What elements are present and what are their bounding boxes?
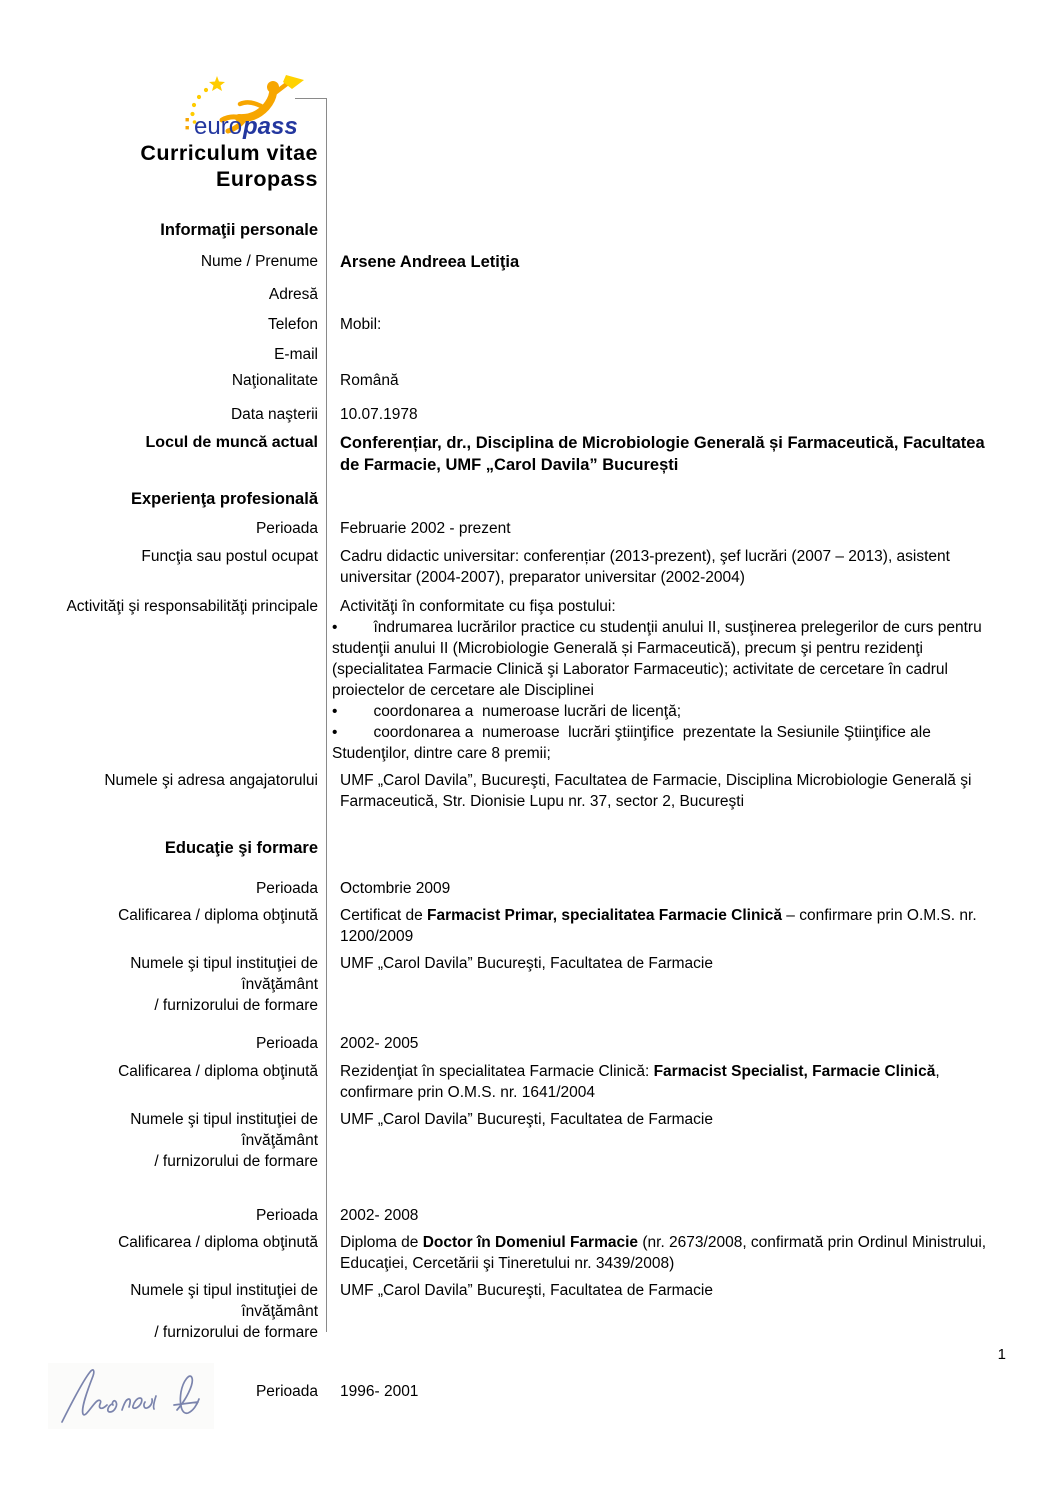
field-label: Activităţi şi responsabilităţi principale <box>66 598 318 615</box>
europass-logo <box>183 74 310 140</box>
cv-title-row <box>60 140 1005 192</box>
bullet-text: coordonarea a numeroase lucrări ştiinţifice prezentate la Sesiunile Ştiinţifice ale Studenţilor, dintre care 8 premii; <box>332 724 936 762</box>
cv-title-line1: Curriculum vitae <box>140 141 318 165</box>
field-label: Data naşterii <box>230 406 318 423</box>
row-calificarea-3 <box>60 1232 1005 1274</box>
field-value <box>326 1061 1005 1103</box>
field-label: Calificarea / diploma obţinută <box>118 1063 318 1080</box>
institutie-label-line1: Numele şi tipul instituţiei de învăţământ <box>130 1282 318 1320</box>
field-value: Conferențiar, dr., Disciplina de Microbiologie Generală și Farmaceutică, Facultatea de Farmacie, UMF „Carol Davila” București <box>340 434 985 474</box>
field-value: Arsene Andreea Letiţia <box>340 253 520 271</box>
field-value <box>326 905 1005 947</box>
field-value: UMF „Carol Davila”, Bucureşti, Facultatea de Farmacie, Disciplina Microbiologie Generală şi Farmaceutică, Str. Dionisie Lupu nr. 37, sector 2, Bucureşti <box>340 772 972 810</box>
logo-colon-dots-icon <box>186 118 189 129</box>
signature-image <box>46 1360 221 1438</box>
row-institutie-1 <box>60 953 1005 1016</box>
row-activitati <box>60 596 1005 764</box>
field-value: UMF „Carol Davila” Bucureşti, Facultatea de Farmacie <box>340 955 713 972</box>
row-angajator <box>60 770 1005 812</box>
field-label: Numele şi adresa angajatorului <box>104 772 318 789</box>
row-perioada-educatie-2 <box>60 1033 1005 1054</box>
field-value: UMF „Carol Davila” Bucureşti, Facultatea de Farmacie <box>340 1111 713 1128</box>
section-title: Experienţa profesională <box>130 490 318 508</box>
field-label: Calificarea / diploma obţinută <box>118 907 318 924</box>
calificare-prefix: Rezidenţiat în specialitatea Farmacie Clinică: <box>340 1063 654 1080</box>
field-value <box>326 1232 1005 1274</box>
calificare-prefix: Certificat de <box>340 907 428 924</box>
bullet-marker: • <box>332 703 338 720</box>
bullet-text: coordonarea a numeroase lucrări de licenţă; <box>373 703 682 720</box>
field-label: Naţionalitate <box>231 372 318 389</box>
logo-word-pass: pass <box>243 113 298 140</box>
field-value: 10.07.1978 <box>340 406 418 423</box>
cv-title <box>60 140 326 192</box>
row-locul-de-munca <box>60 432 1005 476</box>
row-telefon <box>60 314 1005 335</box>
field-label: Adresă <box>268 286 318 303</box>
cv-content <box>60 140 1005 1402</box>
field-label: E-mail <box>274 346 318 363</box>
institutie-label-line1: Numele şi tipul instituţiei de învăţământ <box>130 955 318 993</box>
page-number: 1 <box>997 1346 1006 1363</box>
field-value: UMF „Carol Davila” Bucureşti, Facultatea de Farmacie <box>340 1282 713 1299</box>
section-experienta-profesionala <box>60 488 1005 510</box>
calificare-bold: Farmacist Specialist, Farmacie Clinică <box>653 1063 936 1080</box>
row-nationalitate <box>60 370 1005 391</box>
divider-tick <box>295 98 327 99</box>
field-value: Februarie 2002 - prezent <box>340 520 511 537</box>
field-label: Telefon <box>268 316 318 333</box>
cv-title-line2: Europass <box>216 167 318 191</box>
europass-logo-graphic <box>183 74 310 140</box>
logo-wordmark <box>194 113 298 140</box>
logo-word-euro: euro <box>194 113 243 140</box>
row-perioada-experienta <box>60 518 1005 539</box>
field-value <box>326 596 1005 764</box>
institutie-label-line2: / furnizorului de formare <box>154 997 318 1014</box>
field-label <box>60 953 326 1016</box>
section-title: Educaţie şi formare <box>164 839 318 857</box>
field-value: 1996- 2001 <box>340 1383 419 1400</box>
row-institutie-3 <box>60 1280 1005 1343</box>
row-perioada-educatie-3 <box>60 1205 1005 1226</box>
field-value: Mobil: <box>340 316 382 333</box>
field-label: Nume / Prenume <box>200 253 318 270</box>
row-email <box>60 344 1005 365</box>
field-label: Locul de muncă actual <box>145 434 318 451</box>
field-label: Perioada <box>255 880 318 897</box>
row-functia <box>60 546 1005 588</box>
bullet-item <box>332 701 1005 722</box>
row-data-nasterii <box>60 404 1005 425</box>
field-value: Română <box>340 372 399 389</box>
bullet-marker: • <box>332 619 338 636</box>
row-calificarea-1 <box>60 905 1005 947</box>
field-value: 2002- 2008 <box>340 1207 419 1224</box>
field-label: Perioada <box>255 520 318 537</box>
section-educatie-formare <box>60 837 1005 859</box>
activitati-intro: Activităţi în conformitate cu fişa postului: <box>340 598 616 615</box>
row-perioada-educatie-1 <box>60 878 1005 899</box>
field-value: Octombrie 2009 <box>340 880 451 897</box>
field-label <box>60 1109 326 1172</box>
field-label: Perioada <box>255 1383 318 1400</box>
field-value: 2002- 2005 <box>340 1035 419 1052</box>
institutie-label-line1: Numele şi tipul instituţiei de învăţământ <box>130 1111 318 1149</box>
row-calificarea-2 <box>60 1061 1005 1103</box>
calificare-suffix: , confirmare prin O.M.S. nr. 1641/2004 <box>340 1063 940 1101</box>
institutie-label-line2: / furnizorului de formare <box>154 1153 318 1170</box>
calificare-suffix: – confirmare prin O.M.S. nr. 1200/2009 <box>340 907 977 945</box>
field-label: Perioada <box>255 1207 318 1224</box>
bullet-marker: • <box>332 724 338 741</box>
institutie-label-line2: / furnizorului de formare <box>154 1324 318 1341</box>
field-label: Perioada <box>255 1035 318 1052</box>
row-adresa <box>60 284 1005 305</box>
field-value: Cadru didactic universitar: conferențiar (2013-prezent), şef lucrări (2007 – 2013), asistent universitar (2004-2007), preparator universitar (2002-2004) <box>340 548 950 586</box>
row-nume-prenume <box>60 251 1005 273</box>
row-institutie-2 <box>60 1109 1005 1172</box>
bullet-text: îndrumarea lucrărilor practice cu studenţii anului II, susţinerea prelegerilor de curs pentru studenţii anului II (Microbiologie Generală și Farmaceutică), precum şi pentru rezidenţi (specialitatea Farmacie Clinică şi Laborator Farmaceutic); activitate de cercetare în cadrul proiectelor de cercetare ale Disciplinei <box>332 619 986 699</box>
calificare-bold: Farmacist Primar, specialitatea Farmacie Clinică <box>427 907 782 924</box>
field-label: Calificarea / diploma obţinută <box>118 1234 318 1251</box>
field-label: Funcţia sau postul ocupat <box>141 548 318 565</box>
section-informatii-personale <box>60 219 1005 241</box>
bullet-item <box>332 722 1005 764</box>
field-label <box>60 1280 326 1343</box>
calificare-bold: Doctor în Domeniul Farmacie <box>422 1234 639 1251</box>
calificare-suffix: (nr. 2673/2008, confirmată prin Ordinul Ministrului, Educaţiei, Cercetării şi Tineretului nr. 3439/2008) <box>340 1234 987 1272</box>
calificare-prefix: Diploma de <box>340 1234 423 1251</box>
bullet-item <box>332 617 1005 701</box>
section-title: Informaţii personale <box>160 221 318 239</box>
